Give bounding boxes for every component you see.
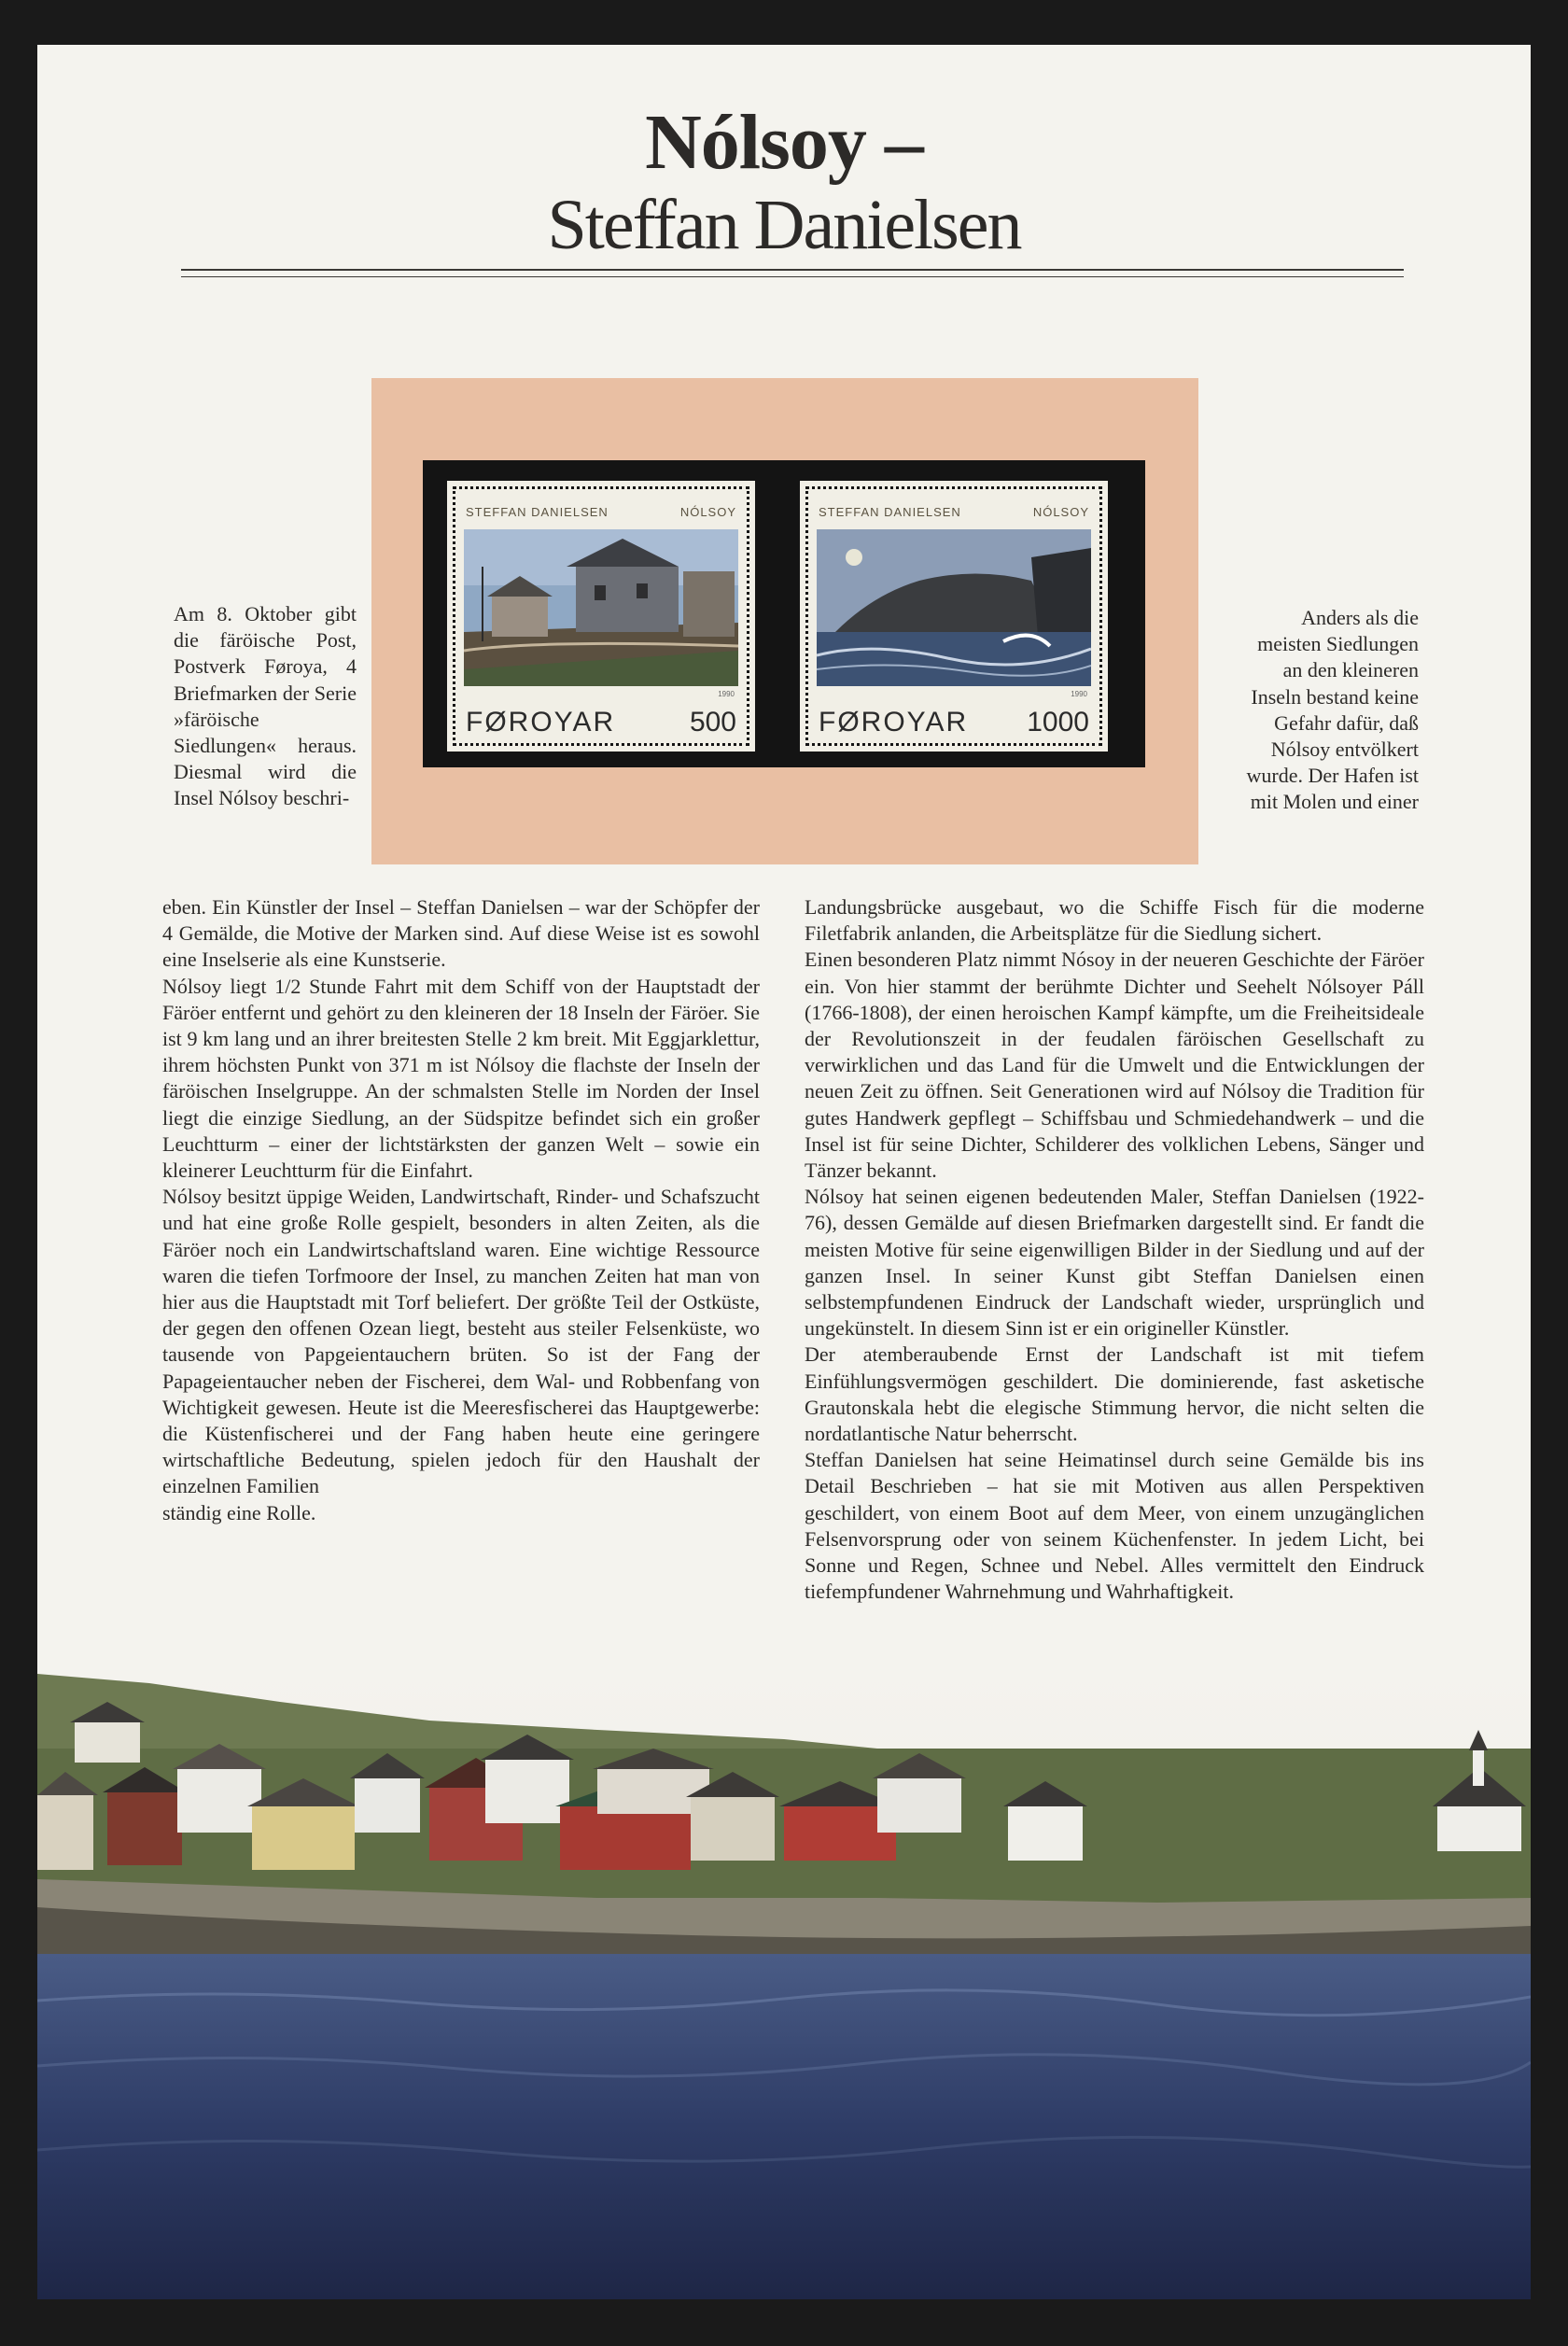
paragraph: Nólsoy besitzt üppige Weiden, Landwirtschaft, Rinder- und Schafszucht und hat eine große Rolle gespielt, besonders in alten Zeiten, als die Färöer noch ein Landwirtschaftsland waren. Eine wichtige Ressource waren die tiefen Torfmoore der Insel, zu manchen Zeiten hat man von hier aus die Hauptstadt mit Torf beliefert. Der größte Teil der Ostküste, der gegen den offenen Ozean liegt, besteht aus steiler Felsenküste, wo tausende von Papgeientauchern brüten. So ist der Fang der Papageientaucher neben der Fischerei, dem Wal- und Robbenfang von Wichtigkeit gewesen. Heute ist die Meeresfischerei das Hauptgewerbe: die Küstenfischerei und der Fang haben heute eine geringere wirtschaftliche Bedeutung, spielen jedoch für den Haushalt der einzelnen Familien xyxy=(162,1185,760,1498)
page-title: Nólsoy – xyxy=(645,99,923,186)
stamp-painting-coast xyxy=(817,529,1091,686)
stamp-painting-village xyxy=(464,529,738,686)
stamp-artist: STEFFAN DANIELSEN xyxy=(466,505,609,519)
stamp-1000 xyxy=(800,481,1108,752)
stamp-value: 1000 xyxy=(1027,707,1089,738)
page-subtitle: Steffan Danielsen xyxy=(547,186,1021,264)
paragraph: Einen besonderen Platz nimmt Nósoy in der neueren Geschichte der Färöer ein. Von hier stammt der berühmte Dichter und Seehelt Nólsoyer Páll (1766-1808), der einen heroischen Kampf kämpfte, um die Freiheitsideale der Revolutionszeit in der feudalen färöischen Gesellschaft zu verwirklichen und das Land für die Umwelt und die Entwicklungen der neuen Zeit zu öffnen. Seit Generationen wird auf Nólsoy die Tradition für gutes Handwerk gepflegt – Schiffsbau und Schmiedehandwerk – und die Insel ist für seine Dichter, Schilderer des volklichen Lebens, Sänger und Tänzer bekannt. xyxy=(805,948,1424,1183)
stamp-mount xyxy=(423,460,1145,767)
paragraph: Nólsoy hat seinen eigenen bedeutenden Maler, Steffan Danielsen (1922-76), dessen Gemälde auf diesen Briefmarken dargestellt sind. Er fandt die meisten Motive für seine eigenwilligen Bilder in der Siedlung und auf der ganzen Insel. In seiner Kunst gibt Steffan Danielsen einen selbstempfundenen Eindruck der Landschaft wieder, ursprünglich und ungekünstelt. In diesem Sinn ist er ein origineller Künstler. xyxy=(805,1185,1424,1341)
title-rule-top xyxy=(181,269,1404,271)
stamp-value: 500 xyxy=(689,707,736,738)
stamp-place: NÓLSOY xyxy=(1032,505,1089,519)
title-rule-bottom xyxy=(181,276,1404,277)
paragraph: ständig eine Rolle. xyxy=(162,1500,316,1524)
stamp-country: FØROYAR xyxy=(819,707,969,738)
intro-text-right: Anders als die meisten Siedlungen an den kleineren Inseln bestand keine Gefahr dafür, daß Nólsoy entvölkert wurde. Der Hafen ist mit Molen und einer xyxy=(1246,606,1419,814)
stamp-mount-panel xyxy=(371,378,1198,864)
stamp-artist: STEFFAN DANIELSEN xyxy=(819,505,961,519)
stamp-year: 1990 xyxy=(1071,690,1087,698)
harbor-photo xyxy=(37,1665,1531,2299)
stamp-place: NÓLSOY xyxy=(679,505,736,519)
paragraph: eben. Ein Künstler der Insel – Steffan Danielsen – war der Schöpfer der 4 Gemälde, die Motive der Marken sind. Auf diese Weise ist es sowohl eine Inselserie als eine Kunstserie. xyxy=(162,895,760,972)
stamp-year: 1990 xyxy=(718,690,735,698)
stamp-country: FØROYAR xyxy=(466,707,616,738)
stamp-500 xyxy=(447,481,755,752)
paragraph: Steffan Danielsen hat seine Heimatinsel durch seine Gemälde bis ins Detail Beschrieben – hat sie mit Motiven aus allen Perspektiven geschildert, von einem Boot auf dem Meer, von einem unzugänglichen Felsenvorsprung oder von seinem Küchenfenster. In jedem Licht, bei Sonne und Regen, Schnee und Nebel. Alles vermittelt den Eindruck tiefempfundener Wahrnehmung und Wahrhaftigkeit. xyxy=(805,1448,1424,1604)
paragraph: Der atemberaubende Ernst der Landschaft ist mit tiefem Einfühlungsvermögen geschildert. Die dominierende, fast asketische Grautonskala hebt die elegische Stimmung hervor, die nicht selten die nordatlantische Natur beherrscht. xyxy=(805,1342,1424,1446)
paragraph: Nólsoy liegt 1/2 Stunde Fahrt mit dem Schiff von der Hauptstadt der Färöer entfernt und gehört zu den kleineren der 18 Inseln der Färöer. Sie ist 9 km lang und an ihrer breitesten Stelle 2 km breit. Mit Eggjarklettur, ihrem höchsten Punkt von 371 m ist Nólsoy die flachste der Inseln der färöischen Inselgruppe. An der schmalsten Stelle im Norden der Insel liegt die einzige Siedlung, an der Südspitze befindet sich ein großer Leuchtturm – einer der lichtstärksten der ganzen Welt – sowie ein kleinerer Leuchtturm für die Einfahrt. xyxy=(162,974,760,1183)
intro-text-left: Am 8. Oktober gibt die färöische Post, Postverk Føroya, 4 Briefmarken der Serie »färöische Siedlungen« heraus. Diesmal wird die Insel Nólsoy beschri- xyxy=(174,602,357,810)
paragraph: Landungsbrücke ausgebaut, wo die Schiffe Fisch für die moderne Filetfabrik anlanden, die Arbeitsplätze für die Siedlung sichert. xyxy=(805,895,1424,946)
album-page xyxy=(37,45,1531,2299)
text-column-right xyxy=(805,894,1424,1605)
text-column-left xyxy=(162,894,760,1526)
